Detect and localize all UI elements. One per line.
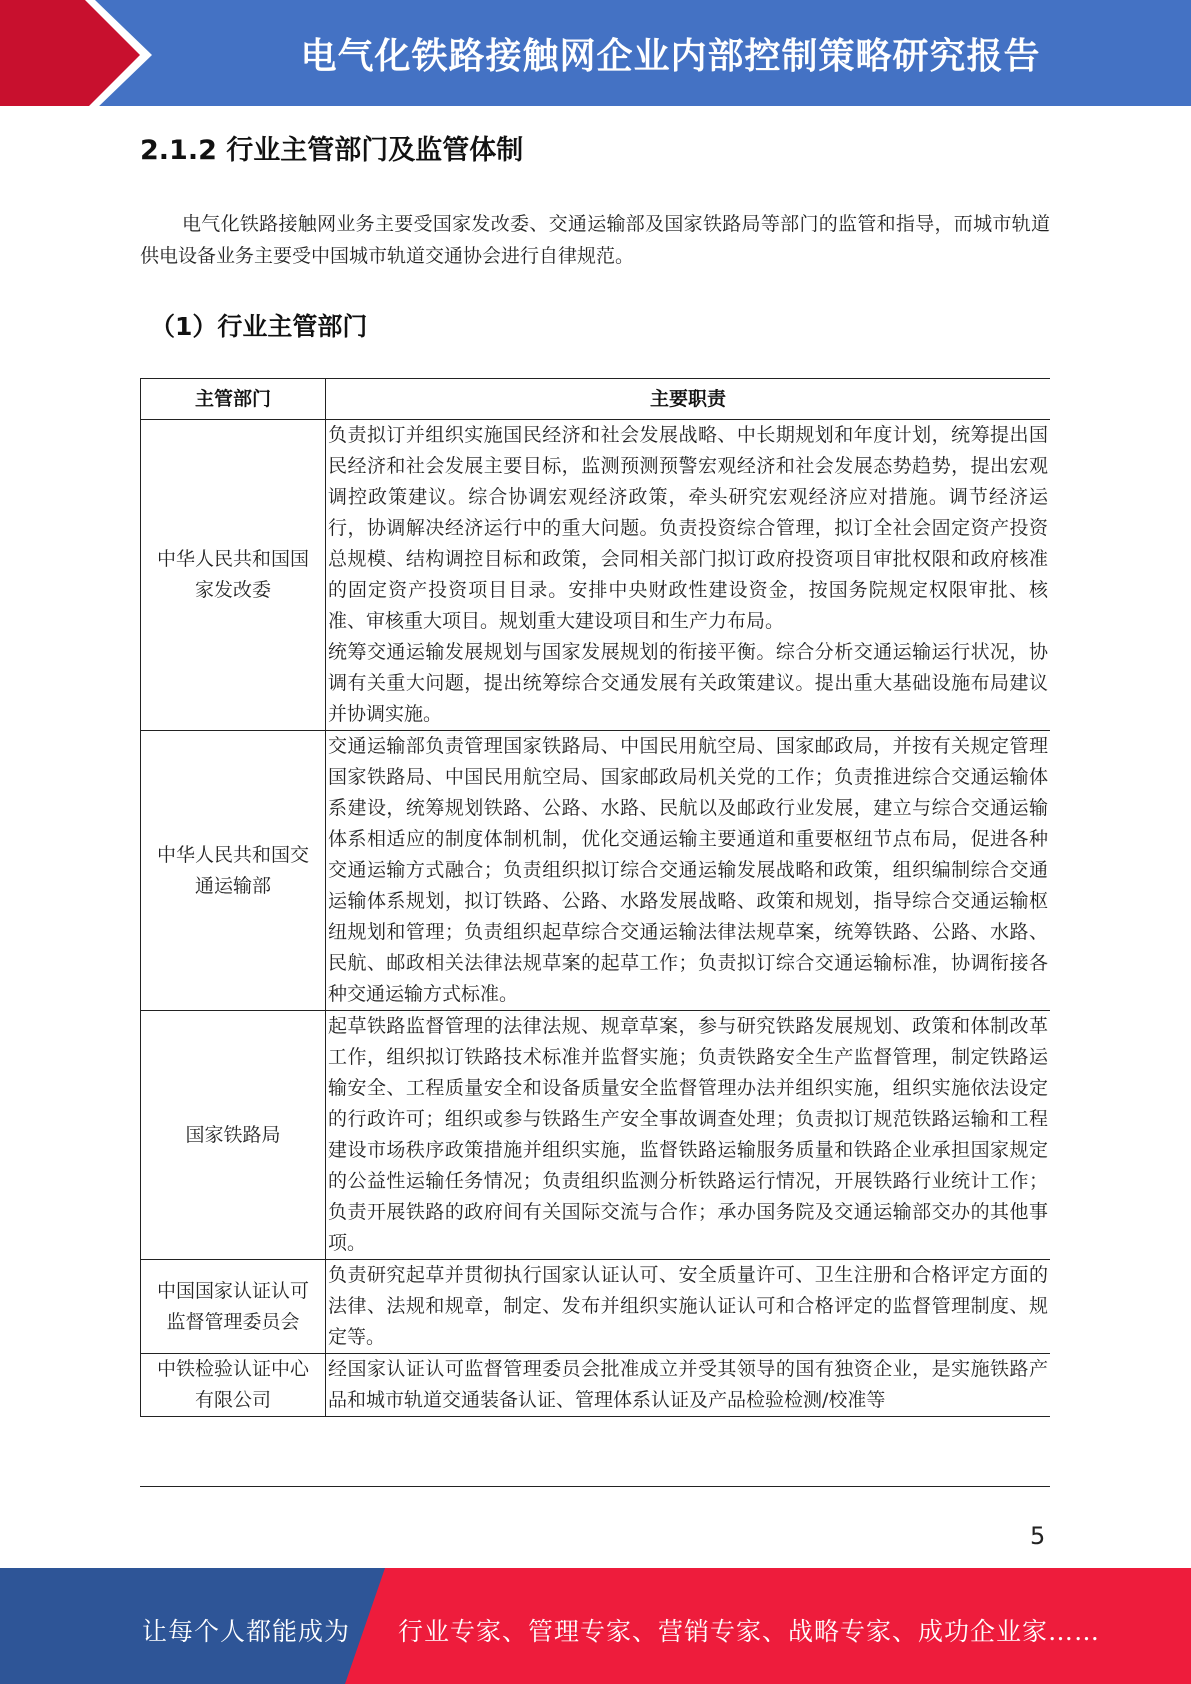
subsection-heading: （1）行业主管部门 — [150, 312, 368, 341]
table-row — [141, 1260, 1051, 1354]
department-cell: 中国国家认证认可监督管理委员会 — [141, 1260, 326, 1354]
duty-text: 负责拟订并组织实施国民经济和社会发展战略、中长期规划和年度计划，统筹提出国民经济和社会发展主要目标，监测预测预警宏观经济和社会发展态势趋势，提出宏观调控政策建议。综合协调宏观经济政策，牵头研究宏观经济应对措施。调节经济运行，协调解决经济运行中的重大问题。负责投资综合管理，拟订全社会固定资产投资总规模、结构调控目标和政策，会同相关部门拟订政府投资项目审批权限和政府核准的固定资产投资项目目录。安排中央财政性建设资金，按国务院规定权限审批、核准、审核重大项目。规划重大建设项目和生产力布局。 — [328, 424, 1048, 632]
column-header-department: 主管部门 — [141, 379, 326, 420]
department-cell: 中华人民共和国交通运输部 — [141, 731, 326, 1011]
section-heading: 2.1.2 行业主管部门及监管体制 — [140, 135, 524, 166]
table-row — [141, 1011, 1051, 1260]
intro-paragraph: 电气化铁路接触网业务主要受国家发改委、交通运输部及国家铁路局等部门的监管和指导，而城市轨道供电设备业务主要受中国城市轨道交通协会进行自律规范。 — [140, 213, 1050, 267]
footer-slogan-right: 行业专家、管理专家、营销专家、战略专家、成功企业家…… — [398, 1617, 1101, 1646]
duty-cell: 起草铁路监督管理的法律法规、规章草案，参与研究铁路发展规划、政策和体制改革工作，组织拟订铁路技术标准并监督实施；负责铁路安全生产监督管理，制定铁路运输安全、工程质量安全和设备质量安全监督管理办法并组织实施，组织实施依法设定的行政许可；组织或参与铁路生产安全事故调查处理；负责拟订规范铁路运输和工程建设市场秩序政策措施并组织实施，监督铁路运输服务质量和铁路企业承担国家规定的公益性运输任务情况；负责组织监测分析铁路运行情况，开展铁路行业统计工作；负责开展铁路的政府间有关国际交流与合作；承办国务院及交通运输部交办的其他事项。 — [326, 1011, 1051, 1260]
report-title: 电气化铁路接触网企业内部控制策略研究报告 — [300, 35, 1041, 77]
table-header-row — [141, 379, 1051, 420]
department-cell: 中华人民共和国国家发改委 — [141, 420, 326, 731]
authorities-table-wrapper — [140, 378, 1050, 1487]
table-row — [141, 731, 1051, 1011]
table-row — [141, 1354, 1051, 1417]
column-header-duties: 主要职责 — [326, 379, 1051, 420]
duty-cell: 经国家认证认可监督管理委员会批准成立并受其领导的国有独资企业，是实施铁路产品和城市轨道交通装备认证、管理体系认证及产品检验检测/校准等 — [326, 1354, 1051, 1417]
department-cell: 中铁检验认证中心有限公司 — [141, 1354, 326, 1417]
duty-cell: 负责研究起草并贯彻执行国家认证认可、安全质量许可、卫生注册和合格评定方面的法律、法规和规章，制定、发布并组织实施认证认可和合格评定的监督管理制度、规定等。 — [326, 1260, 1051, 1354]
authorities-table — [140, 378, 1050, 1417]
footer-slogan-left: 让每个人都能成为 — [142, 1617, 351, 1646]
duty-text-extra: 统筹交通运输发展规划与国家发展规划的衔接平衡。综合分析交通运输运行状况，协调有关重大问题，提出统筹综合交通发展有关政策建议。提出重大基础设施布局建议并协调实施。 — [328, 641, 1048, 725]
page-header — [0, 0, 1191, 110]
table-row — [141, 420, 1051, 731]
duty-cell: 交通运输部负责管理国家铁路局、中国民用航空局、国家邮政局，并按有关规定管理国家铁路局、中国民用航空局、国家邮政局机关党的工作；负责推进综合交通运输体系建设，统筹规划铁路、公路、水路、民航以及邮政行业发展，建立与综合交通运输体系相适应的制度体制机制，优化交通运输主要通道和重要枢纽节点布局，促进各种交通运输方式融合；负责组织拟订综合交通运输发展战略和政策，组织编制综合交通运输体系规划，拟订铁路、公路、水路发展战略、政策和规划，指导综合交通运输枢纽规划和管理；负责组织起草综合交通运输法律法规草案，统筹铁路、公路、水路、民航、邮政相关法律法规草案的起草工作；负责拟订综合交通运输标准，协调衔接各种交通运输方式标准。 — [326, 731, 1051, 1011]
page-footer — [0, 1568, 1191, 1684]
department-cell: 国家铁路局 — [141, 1011, 326, 1260]
page-number: 5 — [1030, 1522, 1046, 1550]
duty-cell — [326, 420, 1051, 731]
